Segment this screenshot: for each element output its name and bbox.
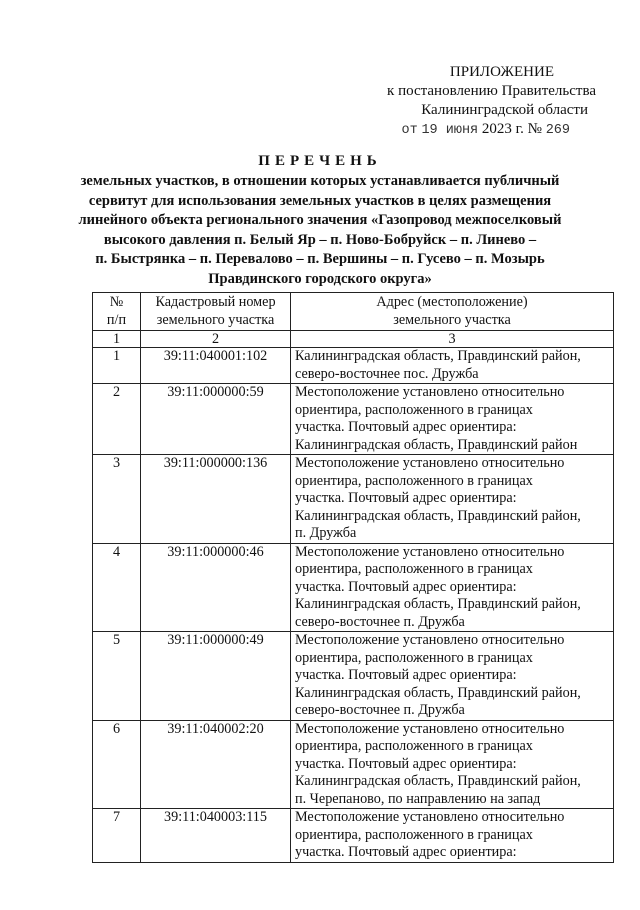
- cadastral-number: 39:11:000000:59: [141, 384, 291, 455]
- column-number: 2: [141, 331, 291, 348]
- header-address-line: земельного участка: [393, 311, 511, 328]
- address-line: северо-восточнее пос. Дружба: [295, 365, 479, 382]
- row-number: 5: [93, 632, 141, 721]
- row-number: 3: [93, 455, 141, 544]
- table-row: [93, 348, 614, 384]
- address-cell: [291, 720, 614, 809]
- address-line: ориентира, расположенного в границах: [295, 649, 533, 666]
- row-number: 6: [93, 720, 141, 809]
- address-line: Калининградская область, Правдинский район,: [295, 596, 581, 612]
- row-number: 1: [93, 348, 141, 384]
- cadastral-number: 39:11:000000:136: [141, 455, 291, 544]
- header-number-line: п/п: [106, 311, 127, 328]
- subtitle-line: высокого давления п. Белый Яр – п. Ново-Бобруйск – п. Линево –: [103, 231, 537, 248]
- address-line: Калининградская область, Правдинский район,: [295, 507, 581, 524]
- address-cell: [291, 384, 614, 455]
- address-line: участка. Почтовый адрес ориентира:: [295, 667, 517, 683]
- address-line: Местоположение установлено относительно: [295, 809, 565, 825]
- land-plots-table: [92, 292, 614, 863]
- subtitle-line: Правдинского городского округа»: [208, 270, 432, 287]
- address-line: участка. Почтовый адрес ориентира:: [295, 419, 517, 435]
- address-cell: [291, 455, 614, 544]
- annex-region-line: Калининградской области: [421, 102, 588, 118]
- address-line: участка. Почтовый адрес ориентира:: [295, 844, 517, 860]
- cadastral-number: 39:11:000000:46: [141, 543, 291, 632]
- table-row: [93, 543, 614, 632]
- header-cadastral-line: Кадастровый номер: [155, 294, 276, 310]
- subtitle-line: линейного объекта регионального значения «Газопровод межпоселковый: [78, 212, 562, 228]
- table-row: [93, 809, 614, 863]
- address-cell: [291, 632, 614, 721]
- address-line: п. Дружба: [295, 525, 357, 541]
- header-cadastral-line: земельного участка: [156, 311, 275, 328]
- address-cell: [291, 348, 614, 384]
- address-line: п. Черепаново, по направлению на запад: [295, 790, 541, 807]
- address-cell: [291, 809, 614, 863]
- address-cell: [291, 543, 614, 632]
- address-line: участка. Почтовый адрес ориентира:: [295, 755, 517, 772]
- header-number: [93, 293, 141, 331]
- address-line: северо-восточнее п. Дружба: [295, 702, 465, 718]
- column-number: 3: [291, 331, 614, 348]
- number-sign: №: [527, 121, 542, 137]
- header-number-line: №: [109, 294, 124, 310]
- address-line: участка. Почтовый адрес ориентира:: [295, 578, 517, 595]
- address-line: ориентира, расположенного в границах: [295, 738, 533, 754]
- annex-decree-line: к постановлению Правительства: [387, 83, 596, 99]
- decree-number: 269: [545, 123, 570, 138]
- cadastral-number: 39:11:040002:20: [141, 720, 291, 809]
- subtitle-line: сервитут для использования земельных участков в целях размещения: [88, 192, 552, 209]
- row-number: 4: [93, 543, 141, 632]
- date-day-month: 19 июня: [421, 123, 479, 138]
- row-number: 7: [93, 809, 141, 863]
- document-subtitle: [70, 172, 570, 289]
- table-row: [93, 384, 614, 455]
- address-line: участка. Почтовый адрес ориентира:: [295, 490, 517, 506]
- table-row: [93, 455, 614, 544]
- table-row: [93, 720, 614, 809]
- address-line: ориентира, расположенного в границах: [295, 826, 533, 843]
- address-line: Калининградская область, Правдинский район,: [295, 684, 581, 701]
- address-line: Калининградская область, Правдинский район,: [295, 348, 581, 364]
- subtitle-line: п. Быстрянка – п. Перевалово – п. Вершины – п. Гусево – п. Мозырь: [95, 251, 545, 267]
- annex-date-line: [360, 120, 570, 140]
- address-line: ориентира, расположенного в границах: [295, 561, 533, 577]
- address-line: Калининградская область, Правдинский район: [295, 436, 578, 453]
- row-number: 2: [93, 384, 141, 455]
- address-line: ориентира, расположенного в границах: [295, 401, 533, 418]
- cadastral-number: 39:11:000000:49: [141, 632, 291, 721]
- address-line: Местоположение установлено относительно: [295, 720, 565, 737]
- subtitle-line: земельных участков, в отношении которых устанавливается публичный: [80, 173, 560, 189]
- date-prefix: от: [401, 123, 418, 138]
- column-number: 1: [93, 331, 141, 348]
- cadastral-number: 39:11:040001:102: [141, 348, 291, 384]
- header-address: [291, 293, 614, 331]
- table-header-row: [93, 293, 614, 331]
- address-line: ориентира, расположенного в границах: [295, 472, 533, 489]
- address-line: северо-восточнее п. Дружба: [295, 613, 465, 630]
- table-row: [93, 632, 614, 721]
- document-title: ПЕРЕЧЕНЬ: [258, 153, 382, 169]
- annex-header: [360, 63, 600, 140]
- header-address-line: Адрес (местоположение): [376, 294, 528, 310]
- address-line: Калининградская область, Правдинский район,: [295, 773, 581, 789]
- address-line: Местоположение установлено относительно: [295, 455, 565, 471]
- address-line: Местоположение установлено относительно: [295, 543, 565, 560]
- column-number-row: [93, 331, 614, 348]
- date-year: 2023 г.: [481, 121, 524, 137]
- header-cadastral: [141, 293, 291, 331]
- address-line: Местоположение установлено относительно: [295, 384, 565, 400]
- annex-heading: ПРИЛОЖЕНИЕ: [449, 64, 554, 80]
- cadastral-number: 39:11:040003:115: [141, 809, 291, 863]
- address-line: Местоположение установлено относительно: [295, 632, 565, 648]
